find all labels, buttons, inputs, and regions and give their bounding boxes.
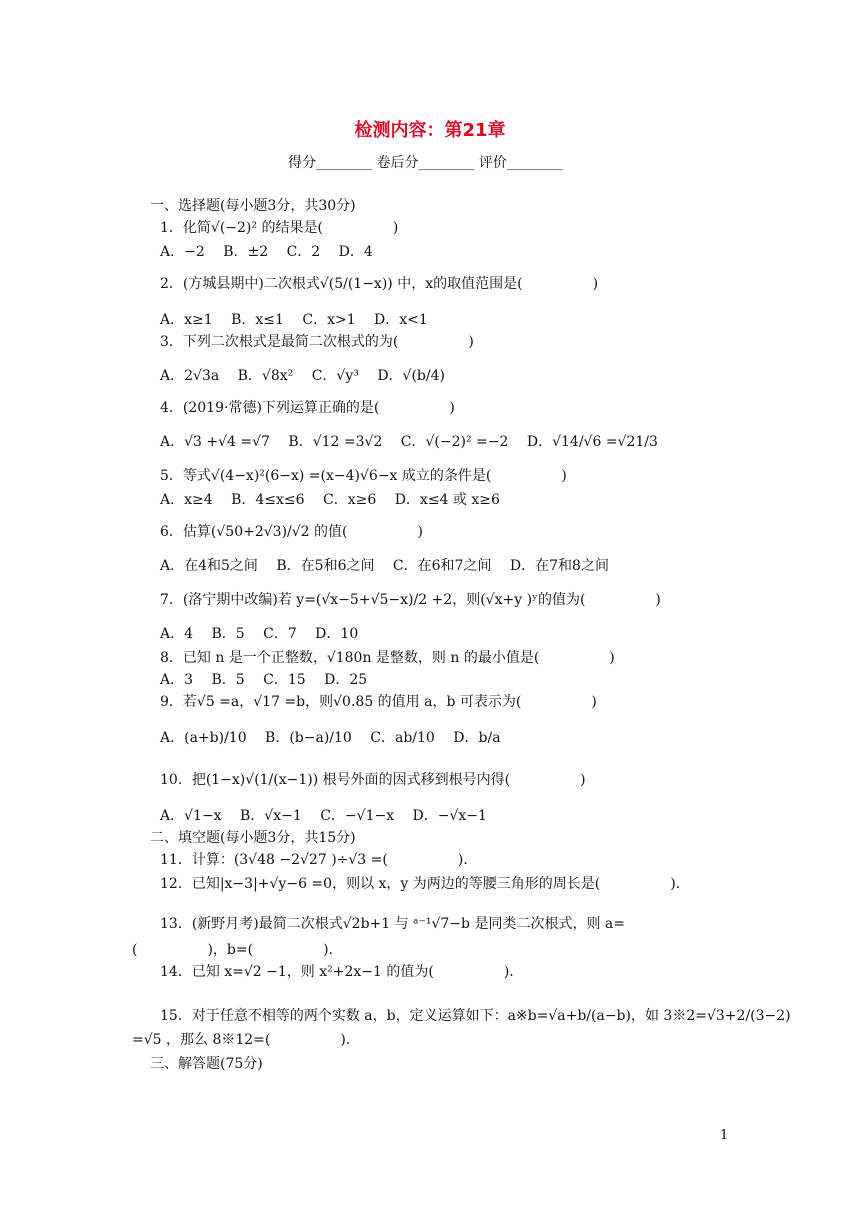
option-line: A．在4和5之间 B．在5和6之间 C．在6和7之间 D．在7和8之间 xyxy=(160,558,609,574)
score-line: 得分________ 卷后分________ 评价________ xyxy=(288,155,563,171)
question-line: 4．(2019·常德)下列运算正确的是( ) xyxy=(160,400,455,416)
option-line: A．2√3a B．√8x² C．√y³ D．√(b/4) xyxy=(160,368,445,384)
question-line: 1．化简√(−2)² 的结果是( ) xyxy=(160,220,399,236)
question-line: 14．已知 x=√2 −1，则 x²+2x−1 的值为( )． xyxy=(160,964,524,980)
question-line: 5．等式√(4−x)²(6−x) =(x−4)√6−x 成立的条件是( ) xyxy=(160,468,567,484)
question-line: 3．下列二次根式是最简二次根式的为( ) xyxy=(160,334,474,350)
question-line: 15．对于任意不相等的两个实数 a，b，定义运算如下：a※b=√a+b/(a−b)，如 3※2=√3+2/(3−2) xyxy=(160,1008,791,1024)
question-line: ( )，b=( )． xyxy=(132,942,343,958)
question-line: 13．(新野月考)最简二次根式√2b+1 与 ᵃ⁻¹√7−b 是同类二次根式，则 a= xyxy=(160,916,625,932)
section-heading: 三、解答题(75分) xyxy=(150,1056,263,1072)
option-line: A．x≥4 B．4≤x≤6 C．x≥6 D．x≤4 或 x≥6 xyxy=(160,492,500,508)
page-title: 检测内容：第21章 xyxy=(354,120,506,141)
question-line: 6．估算(√50+2√3)/√2 的值( ) xyxy=(160,524,423,540)
question-line: 12．已知|x−3|+√y−6 =0，则以 x，y 为两边的等腰三角形的周长是( )． xyxy=(160,876,690,892)
page-number: 1 xyxy=(720,1128,729,1143)
option-line: A．√3 +√4 =√7 B．√12 =3√2 C．√(−2)² =−2 D．√14/√6 =√21/3 xyxy=(160,434,658,450)
option-line: A．x≥1 B．x≤1 C．x>1 D．x<1 xyxy=(160,312,428,328)
question-line: 2．(方城县期中)二次根式√(5/(1−x)) 中，x的取值范围是( ) xyxy=(160,276,599,292)
option-line: A．4 B．5 C．7 D．10 xyxy=(160,626,359,642)
question-line: 7．(洛宁期中改编)若 y=(√x−5+√5−x)/2 +2，则(√x+y )ʸ的值为( ) xyxy=(160,592,661,608)
question-line: 8．已知 n 是一个正整数，√180n 是整数，则 n 的最小值是( ) xyxy=(160,650,615,666)
option-line: A．−2 B．±2 C．2 D．4 xyxy=(160,244,373,260)
section-heading: 二、填空题(每小题3分，共15分) xyxy=(150,830,356,846)
section-heading: 一、选择题(每小题3分，共30分) xyxy=(150,198,356,214)
question-line: =√5 ，那么 8※12=( )． xyxy=(132,1032,360,1048)
question-line: 10．把(1−x)√(1/(x−1)) 根号外面的因式移到根号内得( ) xyxy=(160,772,586,788)
question-line: 11．计算：(3√48 −2√27 )÷√3 =( )． xyxy=(160,852,478,868)
question-line: 9．若√5 =a，√17 =b，则√0.85 的值用 a，b 可表示为( ) xyxy=(160,694,597,710)
option-line: A．3 B．5 C．15 D．25 xyxy=(160,672,368,688)
option-line: A．(a+b)/10 B．(b−a)/10 C．ab/10 D．b/a xyxy=(160,730,501,746)
option-line: A．√1−x B．√x−1 C．−√1−x D．−√x−1 xyxy=(160,808,487,824)
